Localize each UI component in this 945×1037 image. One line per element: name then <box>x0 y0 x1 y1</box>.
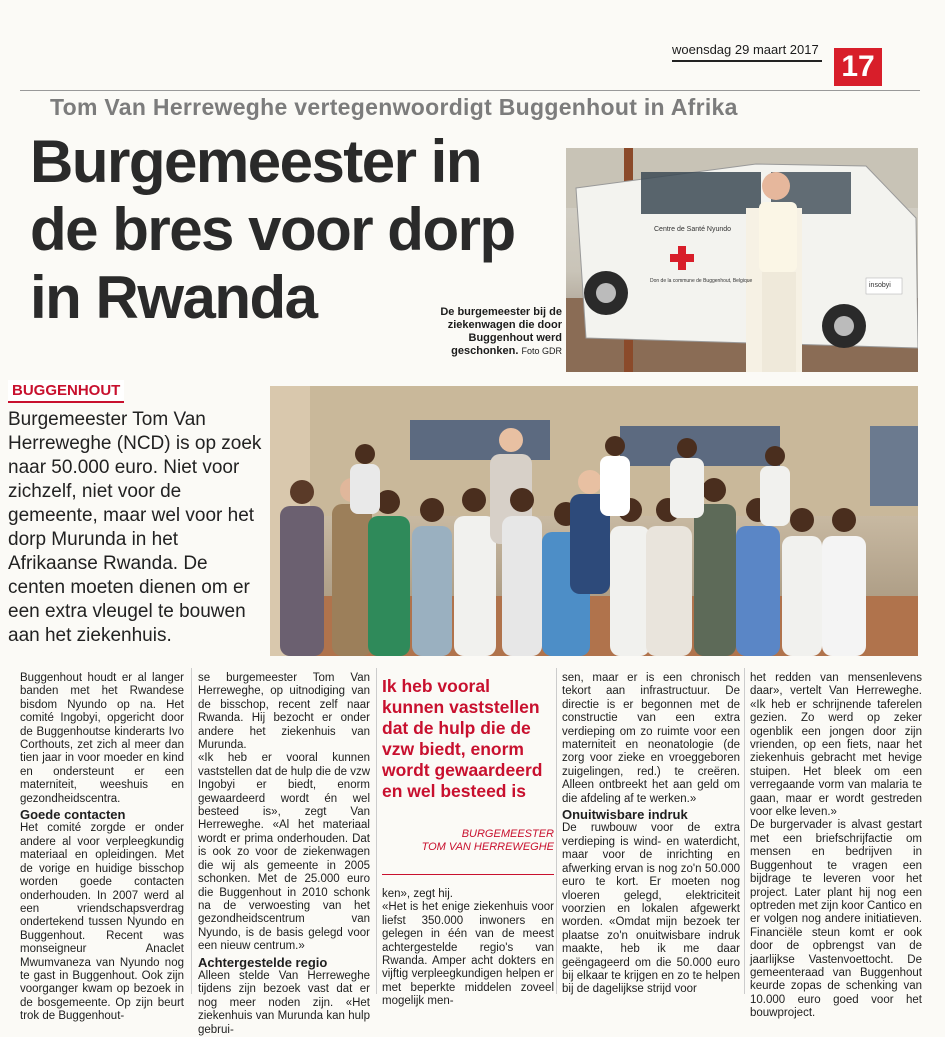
article-lede: Burgemeester Tom Van Herreweghe (NCD) is op zoek naar 50.000 euro. Niet voor zichzelf, niet voor de gemeente, maar wel voor het dorp Murunda in het Afrikaanse Rwanda. De centen moeten dienen om er een extra vleugel te bouwen aan het ziekenhuis. <box>8 409 262 646</box>
article-headline: Burgemeester in de bres voor dorp in Rwanda <box>30 128 515 331</box>
attribution-role: BURGEMEESTER <box>461 828 554 840</box>
column-rule <box>744 668 745 994</box>
photo-caption <box>440 306 562 358</box>
body-paragraph: het redden van mensenlevens daar», vertelt Van Herreweghe. «Ik heb er schrijnende taferelen gezien. Zo werd op zeker ogenblik een jongen door zijn vrienden, op een fiets, naar het ziekenhuis gebracht met hevige stuipen. Het bleek om een verregaande vorm van malaria te gaan, maar er wordt gestreden voor elke leven.» <box>750 672 922 819</box>
body-column-5 <box>750 672 922 1021</box>
body-column-4 <box>562 672 740 997</box>
body-column-3 <box>382 888 554 1009</box>
column-rule <box>376 668 377 994</box>
subheading-goede-contacten: Goede contacten <box>20 807 126 823</box>
photo-credit: Foto GDR <box>521 346 562 356</box>
caption-text: De burgemeester bij de ziekenwagen die door Buggenhout werd geschonken. <box>440 306 562 357</box>
van-label-donation: Don de la commune de Buggenhout, Belgique <box>650 278 753 284</box>
header-divider <box>20 90 920 91</box>
quote-rule <box>382 874 554 875</box>
body-paragraph: De burgervader is alvast gestart met een briefschrijfactie om mensen en bedrijven in Buggenhout te vragen een bijdrage te leveren voor het project. Later plant hij nog een optreden met zijn koor Cantico en er volgen nog andere initiatieven. Financiële steun komt er ook door de opbrengst van de jaarlijkse Vastenvoettocht. De gemeenteraad van Buggenhout keurde zopas de schenking van 10.000 euro goed voor het bouwproject. <box>750 819 922 1020</box>
van-label: Centre de Santé Nyundo <box>654 226 732 233</box>
pull-quote-attribution <box>382 828 554 854</box>
group-photo-illustration <box>270 386 918 656</box>
photo-group <box>270 386 918 656</box>
body-paragraph: Buggenhout houdt er al langer banden met het Rwandese bisdom Nyundo op na. Het comité Ingobyi, opgericht door de Buggenhoutse kinderarts Ivo Corthouts, zet zich al meer dan tien jaar in voor moeder en kind en ondersteunt er een materniteit, weeshuis en gezondheidscentra. <box>20 672 184 805</box>
photo-ambulance <box>566 148 918 372</box>
body-paragraph: De ruwbouw voor de extra verdieping is wind- en waterdicht, maar voor de inrichting en afwerking ervan is nog zo'n 50.000 euro te kort. Er moeten nog vloeren gelegd, elektriciteit voorzien en lokalen afgewerkt worden. «Omdat mijn bezoek ter plaatse zo'n onuitwisbare indruk maakte, heb ik me daar geëngageerd om die 50.000 euro bij elkaar te krijgen en zo te helpen bij de dagelijkse strijd voor <box>562 822 740 996</box>
body-paragraph: se burgemeester Tom Van Herreweghe, op uitnodiging van de bisschop, recent zelf naar Rwanda. Hij bezocht er onder andere het ziekenhuis van Murunda. <box>198 672 370 752</box>
page-number-badge: 17 <box>834 48 882 86</box>
body-column-2 <box>198 672 370 1037</box>
column-rule <box>191 668 192 994</box>
body-paragraph: Alleen stelde Van Herreweghe tijdens zijn bezoek vast dat er nog meer noden zijn. «Het ziekenhuis van Murunda kan hulp gebrui- <box>198 969 370 1036</box>
column-rule <box>556 668 557 994</box>
body-column-1 <box>20 672 184 1024</box>
subheading-onuitwisbare-indruk: Onuitwisbare indruk <box>562 807 688 823</box>
body-paragraph: «Het is het enige ziekenhuis voor liefst 350.000 inwoners en gelegen in één van de meest achtergestelde regio's van Rwanda. Amper acht dokters en vijftig verpleegkundigen helpen er met beperkte middelen zoveel mogelijk men- <box>382 901 554 1008</box>
attribution-name: TOM VAN HERREWEGHE <box>421 841 554 853</box>
ambulance-illustration <box>566 148 918 372</box>
section-label: BUGGENHOUT <box>8 380 124 403</box>
article-kicker: Tom Van Herreweghe vertegenwoordigt Buggenhout in Afrika <box>50 94 738 120</box>
ingobyi-logo: insobyi <box>869 282 891 289</box>
subheading-achtergestelde-regio: Achtergestelde regio <box>198 954 328 970</box>
body-paragraph: sen, maar er is een chronisch tekort aan infrastructuur. De directie is er begonnen met de constructie van een extra verdieping om zo ruimte voor een materniteit en neonatologie (de zorg voor zieke en vroeggeboren zuigelingen, red.) te creëren. Alleen ontbreekt het aan geld om die afdeling af te werken.» <box>562 672 740 805</box>
publication-date: woensdag 29 maart 2017 <box>672 42 819 57</box>
date-rule <box>672 60 822 62</box>
body-paragraph: ken», zegt hij. <box>382 888 453 900</box>
body-paragraph: «Ik heb er vooral kunnen vaststellen dat de hulp die de vzw Ingobyi er biedt, enorm gewaardeerd wordt én wel besteed is», zegt Van Herreweghe. «Al het materiaal wordt er prima onderhouden. Dat is ook zo voor de ziekenwagen die wij als gemeente in 2005 schonken. Met de 25.000 euro die Buggenhout in 2010 schonk na de verwoesting van het gezondheidscentrum van Nyundo, is de basis gelegd voor een nieuw centrum.» <box>198 752 370 953</box>
body-paragraph: Het comité zorgde er onder andere al voor verpleegkundig materiaal en opleidingen. Met de vorige en huidige bisschop worden goede contacten onderhouden. In 2007 werd al een vriendschapsverdrag ondertekend tussen Nyundo en Buggenhout. Recent was monseigneur Anaclet Mwumvaneza van Nyundo nog te gast in Buggenhout. Ook zijn voorganger kwam op bezoek in de bosgemeente. Op zijn beurt trok de Buggenhout- <box>20 822 184 1023</box>
pull-quote: Ik heb vooral kunnen vaststellen dat de hulp die de vzw biedt, enorm wordt gewaardeerd en wel besteed is <box>382 676 543 801</box>
